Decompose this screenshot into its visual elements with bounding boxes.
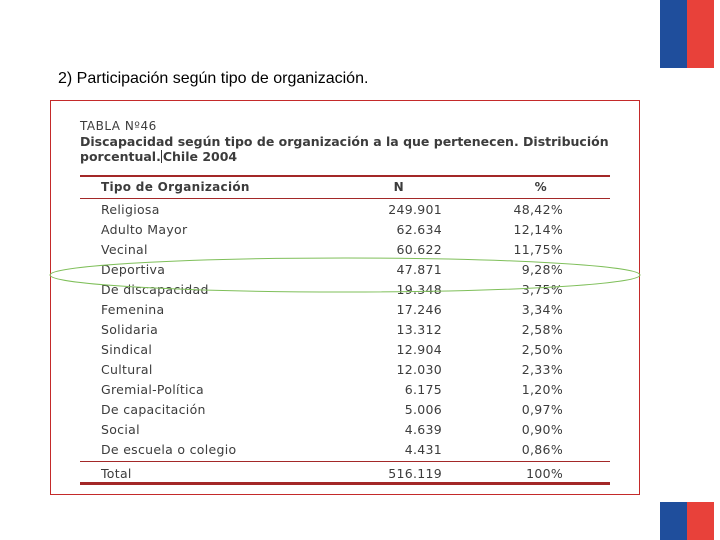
- flag-blue-stripe: [660, 0, 687, 68]
- table-row: [80, 279, 610, 299]
- row-name: Religiosa: [101, 201, 160, 217]
- caption-line-2b: Chile 2004: [162, 149, 238, 164]
- total-pct: 100%: [526, 466, 563, 481]
- table-row: [80, 199, 610, 219]
- row-n: 12.904: [396, 341, 442, 357]
- total-n: 516.119: [388, 466, 442, 481]
- row-n: 249.901: [388, 201, 442, 217]
- row-pct: 0,86%: [521, 441, 563, 457]
- table-row: [80, 439, 610, 459]
- row-pct: 9,28%: [521, 261, 563, 277]
- header-tipo: Tipo de Organización: [101, 179, 250, 194]
- row-pct: 2,50%: [521, 341, 563, 357]
- flag-blue-stripe: [660, 502, 687, 540]
- text-cursor-mark: [161, 150, 162, 163]
- header-pct: %: [534, 179, 547, 194]
- table-row: [80, 259, 610, 279]
- data-table: [80, 120, 610, 485]
- row-pct: 0,97%: [521, 401, 563, 417]
- row-n: 17.246: [396, 301, 442, 317]
- caption-line-1: Discapacidad según tipo de organización a la que pertenecen. Distribución: [80, 134, 609, 149]
- row-name: Deportiva: [101, 261, 166, 277]
- table-caption: [80, 134, 610, 164]
- header-n: N: [393, 179, 404, 194]
- row-name: Sindical: [101, 341, 153, 357]
- slide-title: 2) Participación según tipo de organización.: [58, 70, 369, 87]
- flag-red-stripe: [687, 0, 714, 68]
- total-label: Total: [101, 466, 132, 481]
- row-name: Solidaria: [101, 321, 159, 337]
- row-name: Adulto Mayor: [101, 221, 188, 237]
- table-header-row: [80, 177, 610, 196]
- table-total-row: [80, 465, 610, 482]
- row-pct: 1,20%: [521, 381, 563, 397]
- table-rule-total: [80, 461, 610, 462]
- row-name: Femenina: [101, 301, 165, 317]
- row-name: Gremial-Política: [101, 381, 204, 397]
- row-pct: 2,33%: [521, 361, 563, 377]
- table-number: TABLA Nº46: [80, 119, 157, 133]
- row-n: 62.634: [396, 221, 442, 237]
- row-pct: 48,42%: [513, 201, 563, 217]
- table-row: [80, 299, 610, 319]
- row-n: 60.622: [396, 241, 442, 257]
- table-row: [80, 359, 610, 379]
- table-row: [80, 319, 610, 339]
- caption-line-2a: porcentual.: [80, 149, 161, 164]
- table-row: [80, 219, 610, 239]
- table-row: [80, 339, 610, 359]
- table-row: [80, 419, 610, 439]
- row-pct: 0,90%: [521, 421, 563, 437]
- row-n: 13.312: [396, 321, 442, 337]
- row-pct: 3,75%: [521, 281, 563, 297]
- row-n: 5.006: [404, 401, 442, 417]
- row-n: 4.639: [404, 421, 442, 437]
- flag-decoration-top: [660, 0, 714, 68]
- table-row: [80, 399, 610, 419]
- row-pct: 12,14%: [513, 221, 563, 237]
- row-pct: 3,34%: [521, 301, 563, 317]
- row-name: De escuela o colegio: [101, 441, 237, 457]
- row-name: Vecinal: [101, 241, 148, 257]
- row-name: De discapacidad: [101, 281, 209, 297]
- row-name: Cultural: [101, 361, 153, 377]
- table-row: [80, 379, 610, 399]
- row-name: Social: [101, 421, 140, 437]
- row-n: 47.871: [396, 261, 442, 277]
- row-n: 6.175: [404, 381, 442, 397]
- table-rule-bottom: [80, 482, 610, 485]
- row-n: 12.030: [396, 361, 442, 377]
- flag-red-stripe: [687, 502, 714, 540]
- row-n: 19.348: [396, 281, 442, 297]
- table-row: [80, 239, 610, 259]
- row-pct: 11,75%: [513, 241, 563, 257]
- row-n: 4.431: [404, 441, 442, 457]
- row-pct: 2,58%: [521, 321, 563, 337]
- row-name: De capacitación: [101, 401, 206, 417]
- flag-decoration-bottom: [660, 502, 714, 540]
- table-body: [80, 199, 610, 459]
